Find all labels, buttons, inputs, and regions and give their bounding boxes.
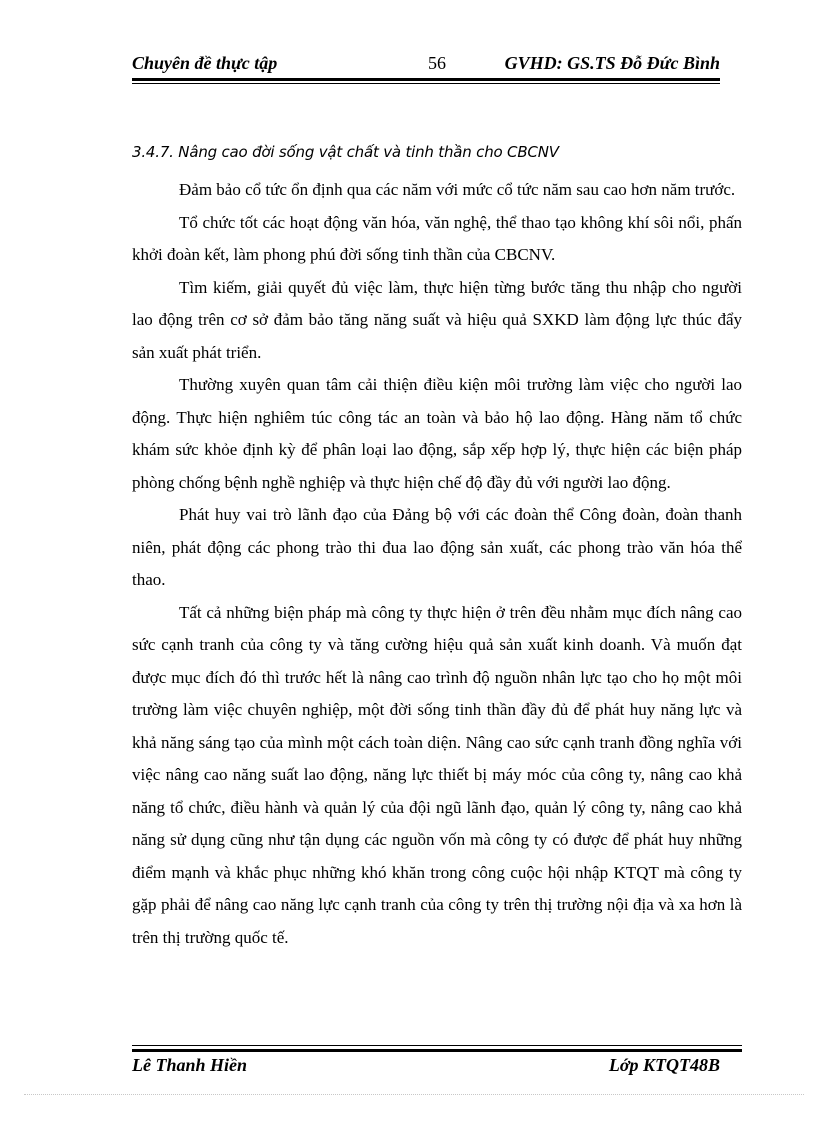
page-bottom-edge [24, 1094, 804, 1095]
paragraph-5: Phát huy vai trò lãnh đạo của Đảng bộ với các đoàn thể Công đoàn, đoàn thanh niên, phát động các phong trào thi đua lao động sản xuất, các phong trào văn hóa thể thao. [132, 505, 742, 589]
paragraph-6: Tất cả những biện pháp mà công ty thực hiện ở trên đều nhằm mục đích nâng cao sức cạnh tranh của công ty và tăng cường hiệu quả sản xuất kinh doanh. Và muốn đạt được mục đích đó thì trước hết là nâng cao trình độ nguồn nhân lực tạo cho họ một môi trường làm việc chuyên nghiệp, một đời sống tinh thần đầy đủ để phát huy năng lực và khả năng sáng tạo của mình một cách toàn diện. Nâng cao sức cạnh tranh đồng nghĩa với việc nâng cao năng suất lao động, năng lực thiết bị máy móc của công ty, nâng cao khả năng tổ chức, điều hành và quản lý của đội ngũ lãnh đạo, quản lý công ty, nâng cao khả năng sử dụng cũng như tận dụng các nguồn vốn mà công ty có được để phát huy những điểm mạnh và khắc phục những khó khăn trong công cuộc hội nhập KTQT mà công ty gặp phải để nâng cao năng lực cạnh tranh của công ty trên thị trường nội địa và xa hơn là trên thị trường quốc tế. [132, 602, 742, 947]
paragraph-2: Tổ chức tốt các hoạt động văn hóa, văn nghệ, thể thao tạo không khí sôi nổi, phấn khởi đoàn kết, làm phong phú đời sống tinh thần của CBCNV. [132, 212, 742, 264]
header-rule-thin [132, 83, 720, 84]
header-title: Chuyên đề thực tập [132, 53, 278, 73]
header-advisor: GVHD: GS.TS Đỗ Đức Bình [504, 53, 720, 73]
paragraph-3: Tìm kiếm, giải quyết đủ việc làm, thực hiện từng bước tăng thu nhập cho người lao động trên cơ sở đảm bảo tăng năng suất và hiệu quả SXKD làm động lực thúc đẩy sản xuất phát triển. [132, 277, 742, 362]
paragraph-1: Đảm bảo cổ tức ổn định qua các năm với mức cổ tức năm sau cao hơn năm trước. [179, 180, 736, 199]
page-number: 56 [428, 53, 446, 73]
footer-class: Lớp KTQT48B [608, 1055, 720, 1075]
page-header [132, 50, 720, 76]
paragraph-4: Thường xuyên quan tâm cải thiện điều kiện môi trường làm việc cho người lao động. Thực hiện nghiêm túc công tác an toàn và bảo hộ lao động. Hàng năm tổ chức khám sức khỏe định kỳ để phân loại lao động, sắp xếp hợp lý, thực hiện các biện pháp phòng chống bệnh nghề nghiệp và thực hiện chế độ đầy đủ với người lao động. [132, 375, 742, 492]
section-heading: 3.4.7. Nâng cao đời sống vật chất và tinh thần cho CBCNV [132, 143, 559, 161]
page-body [132, 142, 742, 954]
footer-rule-thin [132, 1045, 742, 1046]
header-rule-thick [132, 78, 720, 81]
footer-author: Lê Thanh Hiền [132, 1055, 248, 1075]
page-footer [132, 1052, 720, 1078]
